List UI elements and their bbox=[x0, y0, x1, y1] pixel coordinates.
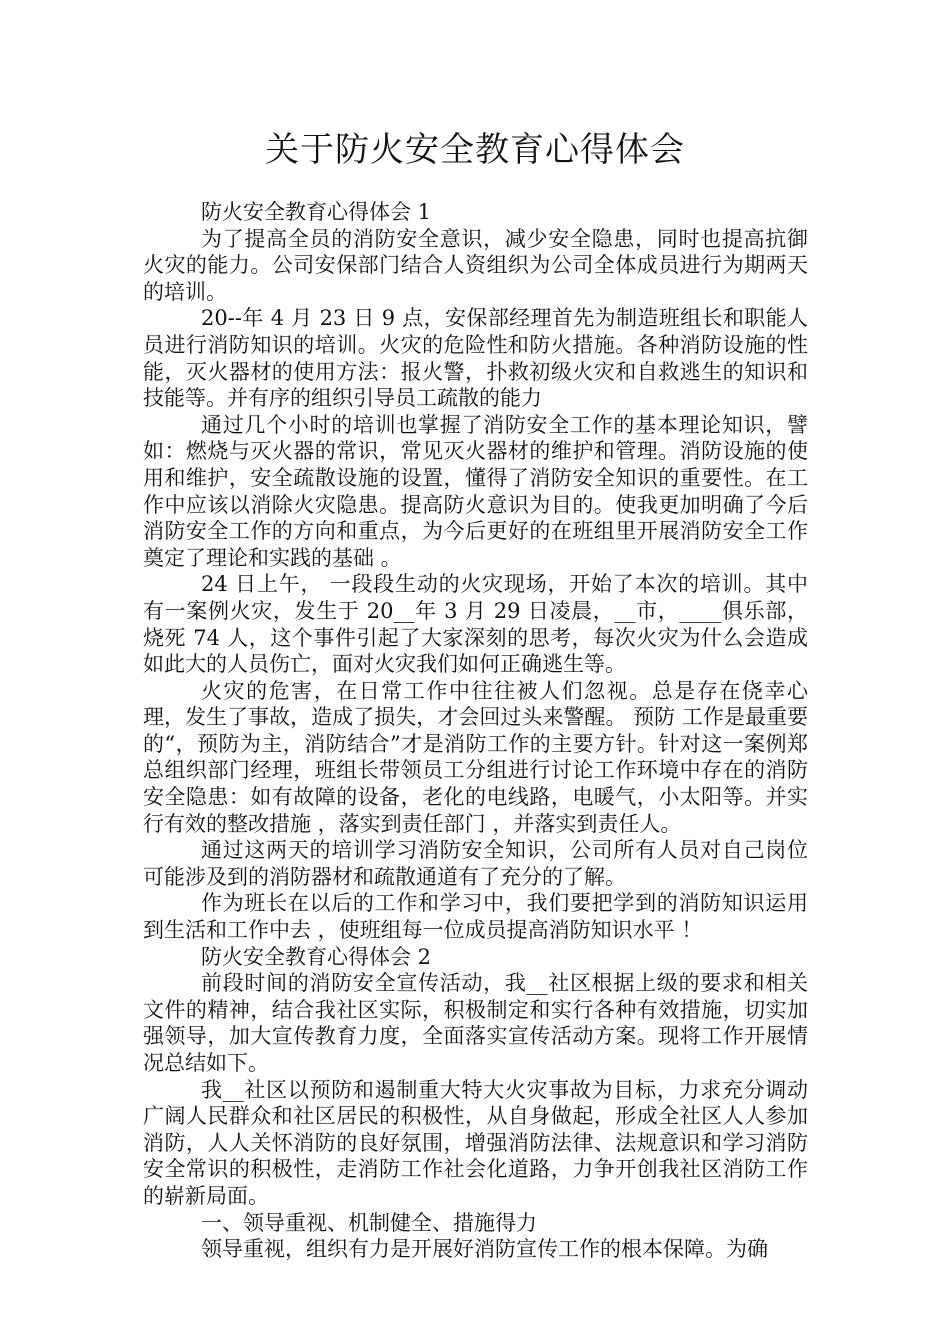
document-title: 关于防火安全教育心得体会 bbox=[265, 130, 685, 170]
paragraph: 作为班长在以后的工作和学习中，我们要把学到的消防知识运用到生活和工作中去 ，使班组每一位成员提高消防知识水平 ！ bbox=[143, 891, 808, 943]
subsection-heading: 一、领导重视、机制健全、措施得力 bbox=[201, 1210, 537, 1235]
paragraph: 通过几个小时的培训也掌握了消防安全工作的基本理论知识，譬如：燃烧与灭火器的常识，常见灭火器材的维护和管理。消防设施的使用和维护，安全疏散设施的设置，懂得了消防安全知识的重要性。在工作中应该以消除火灾隐患。提高防火意识为目的。使我更加明确了今后消防安全工作的方向和重点，为今后更好的在班组里开展消防安全工作奠定了理论和实践的基础 。 bbox=[143, 412, 808, 570]
document-body bbox=[143, 199, 808, 1263]
paragraph: 前段时间的消防安全宣传活动，我__社区根据上级的要求和相关文件的精神，结合我社区实际，积极制定和实行各种有效措施，切实加强领导，加大宣传教育力度，全面落实宣传活动方案。现将工作开展情况总结如下。 bbox=[143, 971, 808, 1075]
paragraph: 火灾的危害，在日常工作中往往被人们忽视。总是存在侥幸心理，发生了事故，造成了损失，才会回过头来警醒。 预防 工作是最重要的“，预防为主，消防结合”才是消防工作的主要方针。针对这一案例郑总组织部门经理，班组长带领员工分组进行讨论工作环境中存在的消防安全隐患：如有故障的设备，老化的电线路，电暖气，小太阳等。并实行有效的整改措施 ，落实到责任部门 ，并落实到责任人。 bbox=[143, 678, 808, 836]
paragraph: 领导重视，组织有力是开展好消防宣传工作的根本保障。为确 bbox=[201, 1237, 768, 1262]
paragraph: 通过这两天的培训学习消防安全知识，公司所有人员对自己岗位可能涉及到的消防器材和疏散通道有了充分的了解。 bbox=[143, 838, 808, 889]
section-heading-1: 防火安全教育心得体会 1 bbox=[201, 200, 432, 224]
paragraph: 20--年 4 月 23 日 9 点，安保部经理首先为制造班组长和职能人员进行消防知识的培训。火灾的危险性和防火措施。各种消防设施的性能，灭火器材的使用方法：报火警，扑救初级火灾和自救逃生的知识和技能等。并有序的组织引导员工疏散的能力 bbox=[143, 306, 808, 411]
section-heading-2: 防火安全教育心得体会 2 bbox=[201, 944, 432, 969]
paragraph: 我__社区以预防和遏制重大特大火灾事故为目标，力求充分调动广阔人民群众和社区居民的积极性，从自身做起，形成全社区人人参加消防，人人关怀消防的良好氛围，增强消防法律、法规意识和学习消防安全常识的积极性，走消防工作社会化道路，力争开创我社区消防工作的崭新局面。 bbox=[143, 1077, 808, 1208]
paragraph: 24 日上午， 一段段生动的火灾现场，开始了本次的培训。其中有一案例火灾，发生于 20__年 3 月 29 日凌晨，__市，____俱乐部，烧死 74 人，这个事件引起了大家深刻的思考，每次火灾为什么会造成如此大的人员伤亡，面对火灾我们如何正确逃生等。 bbox=[143, 572, 808, 677]
paragraph: 为了提高全员的消防安全意识，减少安全隐患，同时也提高抗御火灾的能力。公司安保部门结合人资组织为公司全体成员进行为期两天的培训。 bbox=[143, 226, 808, 304]
